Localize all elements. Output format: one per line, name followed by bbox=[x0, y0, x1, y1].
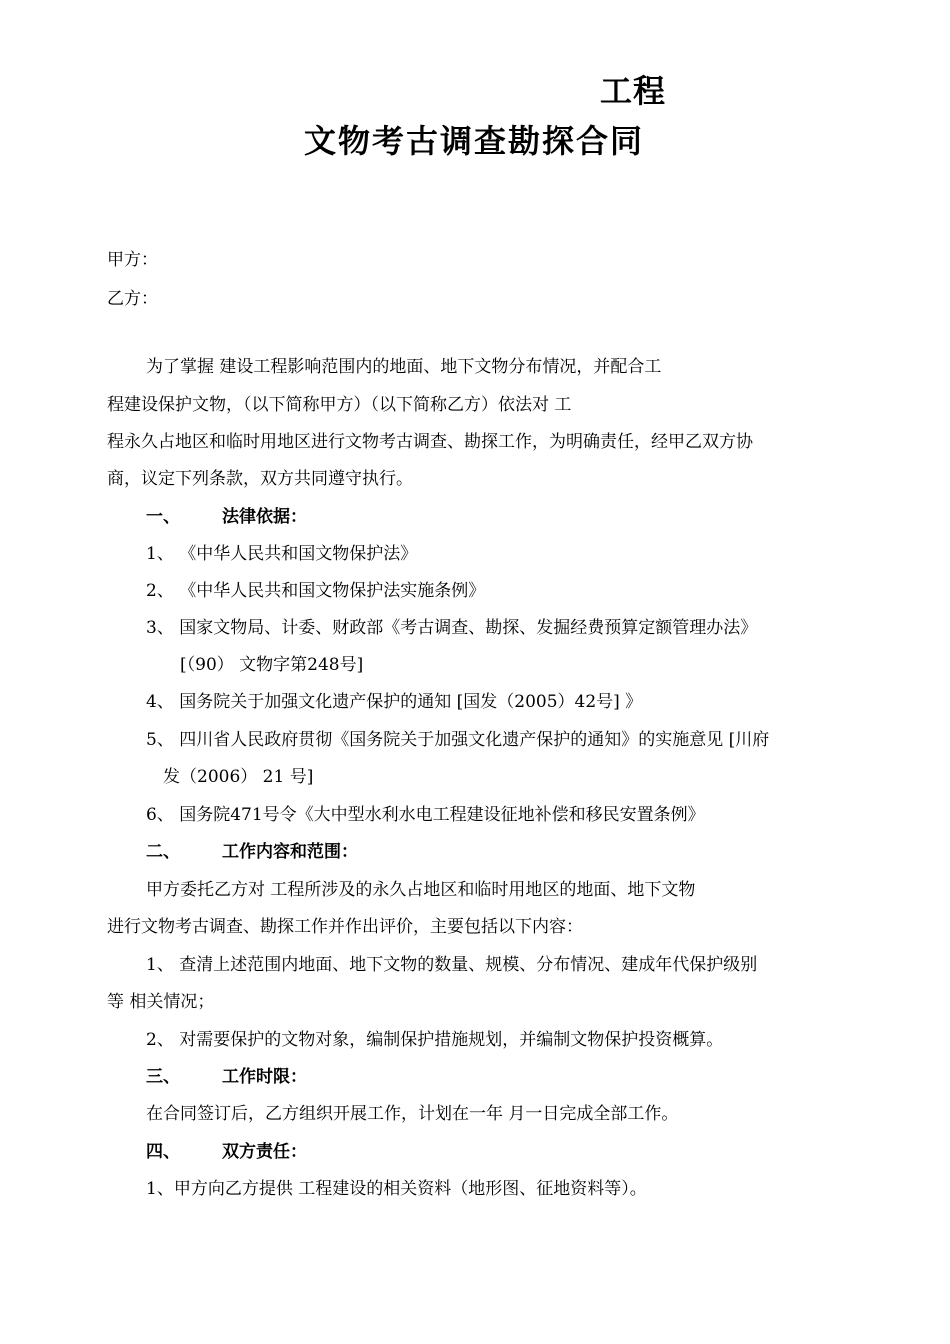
section-2-paragraph-1: 甲方委托乙方对 工程所涉及的永久占地区和临时用地区的地面、地下文物 bbox=[146, 880, 696, 900]
list-item-continuation: 等 相关情况； bbox=[107, 992, 215, 1012]
section-3-number: 三、 bbox=[146, 1067, 180, 1087]
list-item: 3、 国家文物局、计委、财政部《考古调查、勘探、发掘经费预算定额管理办法》 bbox=[146, 618, 758, 638]
list-item: 6、 国务院471号令《大中型水利水电工程建设征地补偿和移民安置条例》 bbox=[146, 805, 705, 825]
section-3-title: 工作时限： bbox=[222, 1067, 307, 1087]
list-item: 1、 查清上述范围内地面、地下文物的数量、规模、分布情况、建成年代保护级别 bbox=[146, 955, 758, 975]
list-item-continuation: 发（2006） 21 号] bbox=[163, 767, 314, 787]
section-4-number: 四、 bbox=[146, 1142, 180, 1162]
section-1-number: 一、 bbox=[146, 507, 180, 527]
party-a-label: 甲方： bbox=[107, 250, 158, 270]
section-3-heading bbox=[146, 1065, 307, 1089]
list-item: 4、 国务院关于加强文化遗产保护的通知 [国发（2005）42号] 》 bbox=[146, 692, 643, 712]
list-item: 2、 对需要保护的文物对象，编制保护措施规划，并编制文物保护投资概算。 bbox=[146, 1030, 724, 1050]
section-4-title: 双方责任： bbox=[222, 1142, 307, 1162]
intro-line-3: 程永久占地区和临时用地区进行文物考古调查、勘探工作，为明确责任，经甲乙双方协 bbox=[107, 432, 753, 452]
intro-line-2: 程建设保护文物，（以下简称甲方）（以下简称乙方）依法对 工 bbox=[107, 395, 572, 415]
section-2-heading bbox=[146, 840, 358, 864]
list-item: 1、 《中华人民共和国文物保护法》 bbox=[146, 544, 418, 564]
list-item: 2、 《中华人民共和国文物保护法实施条例》 bbox=[146, 581, 486, 601]
section-1-title: 法律依据： bbox=[222, 507, 307, 527]
section-2-title: 工作内容和范围： bbox=[222, 842, 358, 862]
section-2-number: 二、 bbox=[146, 842, 180, 862]
list-item: 1、甲方向乙方提供 工程建设的相关资料（地形图、征地资料等）。 bbox=[146, 1179, 647, 1199]
section-2-paragraph-2: 进行文物考古调查、勘探工作并作出评价，主要包括以下内容： bbox=[107, 917, 583, 937]
title-project: 工程 bbox=[600, 72, 667, 110]
list-item-continuation: [（90） 文物字第248号] bbox=[180, 655, 364, 675]
title-contract: 文物考古调查勘探合同 bbox=[304, 122, 645, 160]
section-4-heading bbox=[146, 1140, 307, 1164]
list-item: 5、 四川省人民政府贯彻《国务院关于加强文化遗产保护的通知》的实施意见 [川府 bbox=[146, 730, 770, 750]
section-3-paragraph: 在合同签订后，乙方组织开展工作，计划在一年 月一日完成全部工作。 bbox=[146, 1104, 679, 1124]
intro-line-1: 为了掌握 建设工程影响范围内的地面、地下文物分布情况，并配合工 bbox=[146, 357, 662, 377]
section-1-heading bbox=[146, 505, 307, 529]
party-b-label: 乙方： bbox=[107, 289, 158, 309]
intro-line-4: 商，议定下列条款，双方共同遵守执行。 bbox=[107, 469, 413, 489]
